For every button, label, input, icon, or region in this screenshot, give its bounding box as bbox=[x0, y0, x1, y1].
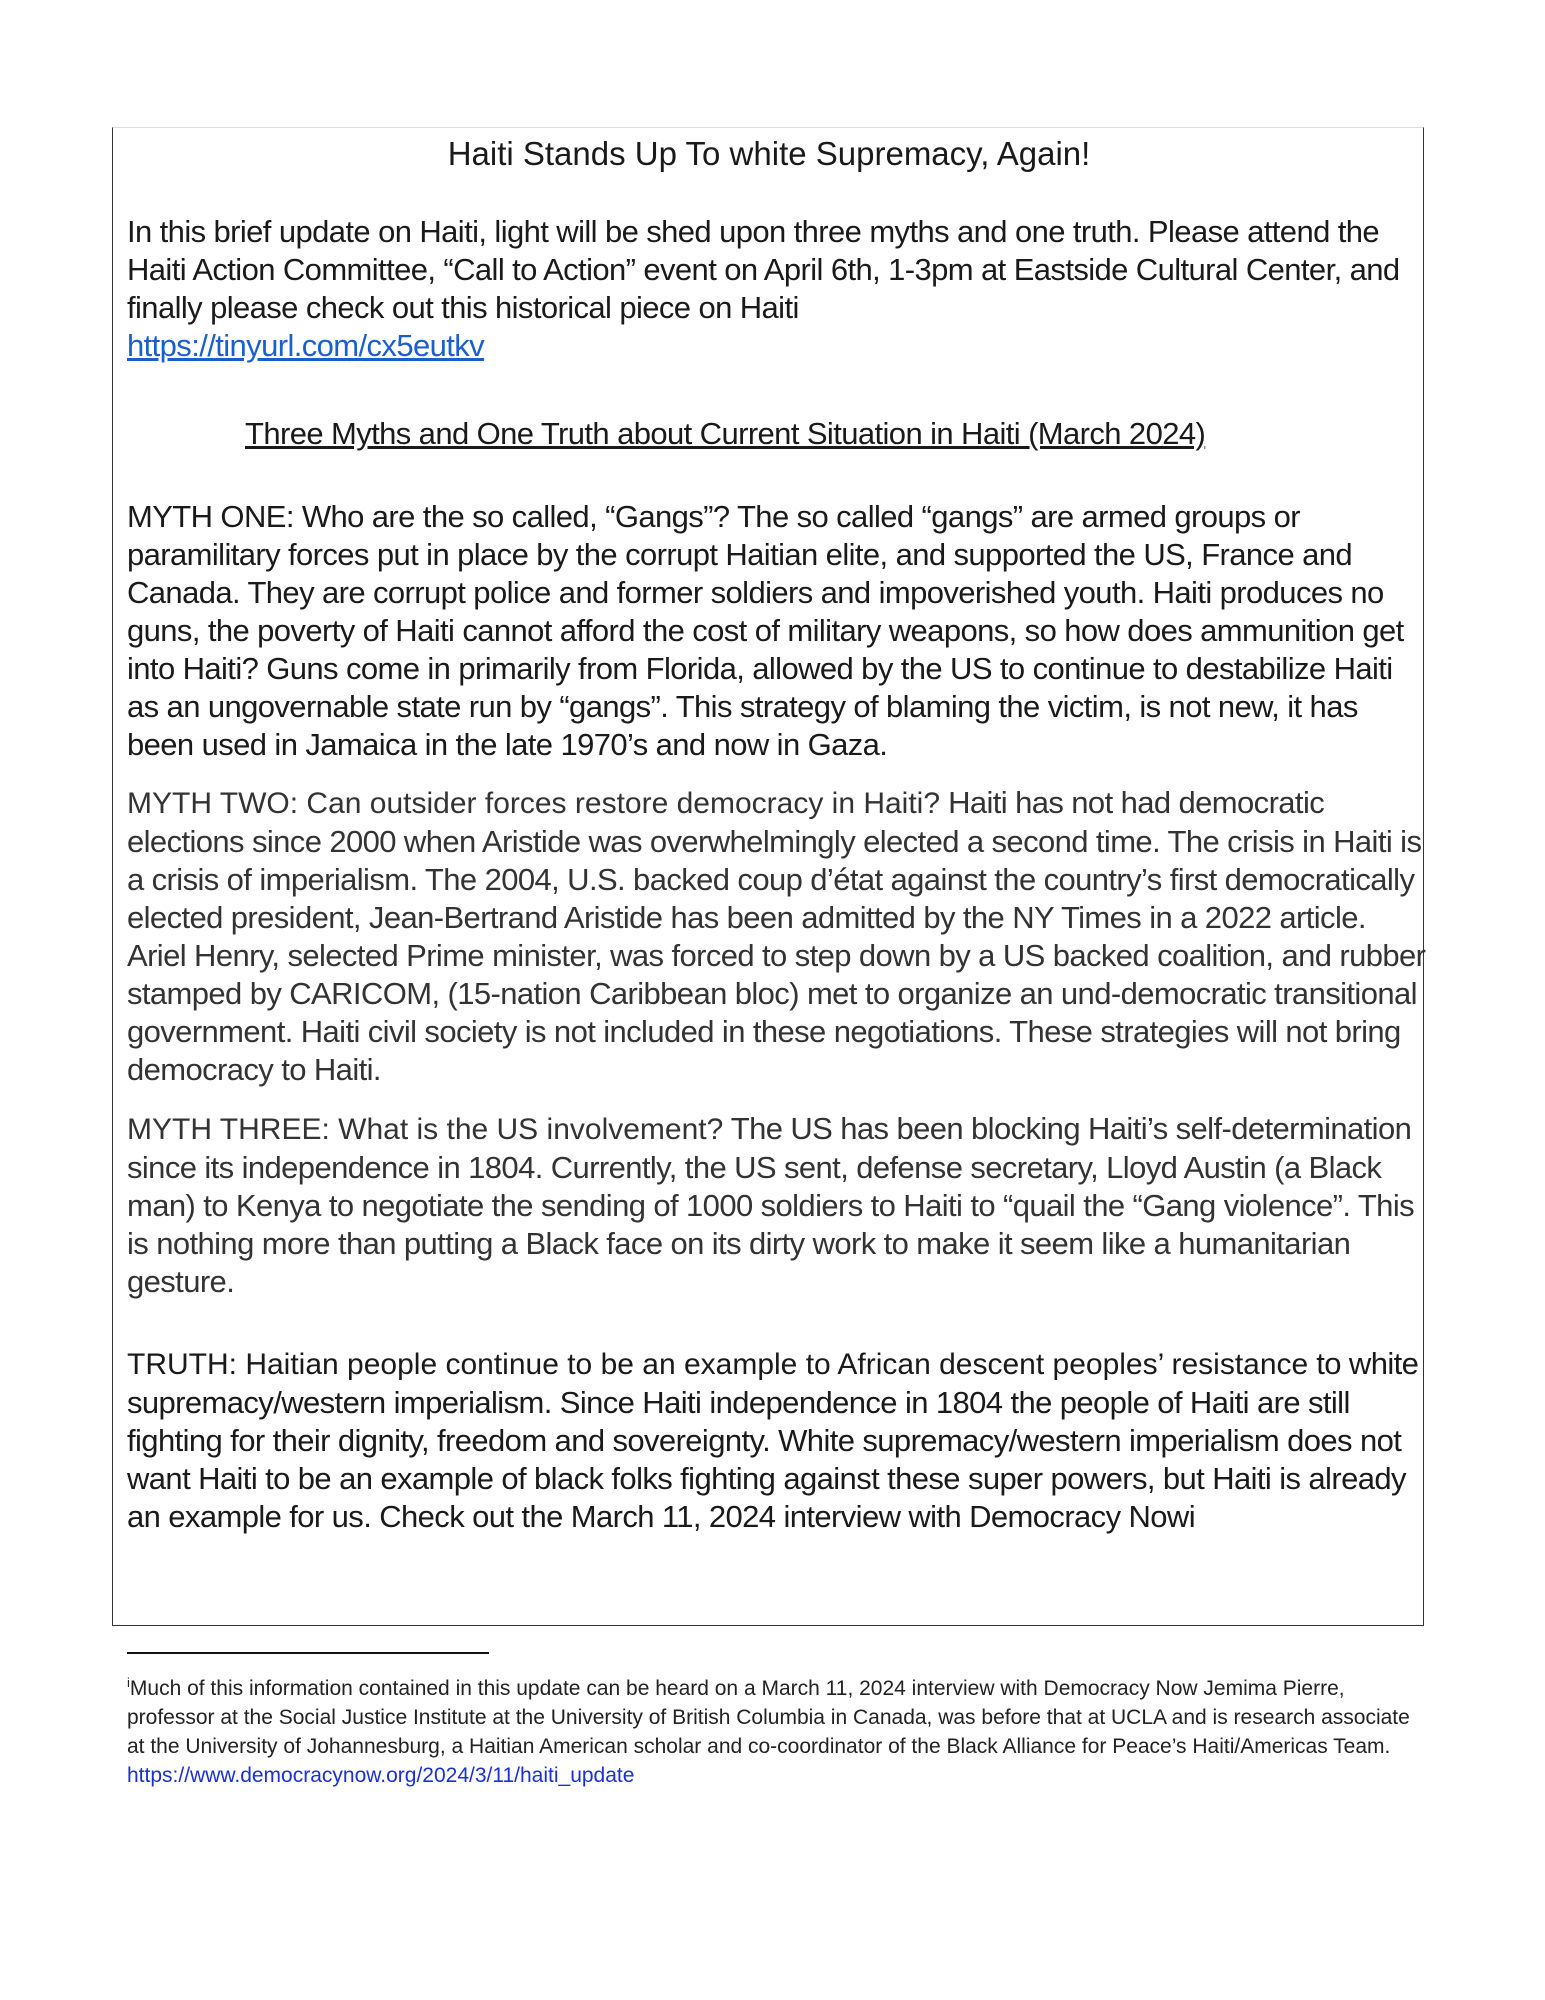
footnote-marker: i bbox=[127, 1675, 130, 1690]
footnote bbox=[127, 1668, 1417, 1790]
intro-text: In this brief update on Haiti, light will be shed upon three myths and one truth. Please attend the Haiti Action Committee, “Call to Action” event on April 6th, 1-3pm at Eastside Cultural Center, and finally please check out this historical piece on Haiti bbox=[127, 214, 1400, 325]
subheading: Three Myths and One Truth about Current Situation in Haiti (March 2024) bbox=[245, 416, 1206, 451]
myth-three-text: The US has been blocking Haiti’s self-determination since its independence in 1804. Currently, the US sent, defense secretary, Lloyd Austin (a Black man) to Kenya to negotiate the sending of 1000 soldiers to Haiti to “quail the “Gang violence”. This is nothing more than putting a Black face on its dirty work to make it seem like a humanitarian gesture. bbox=[127, 1111, 1415, 1299]
truth-paragraph bbox=[127, 1345, 1427, 1536]
footnote-divider bbox=[127, 1652, 489, 1654]
myth-three-paragraph bbox=[127, 1110, 1427, 1301]
truth-lead: TRUTH: Haitian people continue to be an example to African descent peoples’ resistance bbox=[127, 1348, 1309, 1381]
myth-two-paragraph bbox=[127, 784, 1427, 1089]
myth-one-paragraph: MYTH ONE: Who are the so called, “Gangs”? The so called “gangs” are armed groups or paramilitary forces put in place by the corrupt Haitian elite, and supported the US, France and Canada. They are corrupt police and former soldiers and impoverished youth. Haiti produces no guns, the poverty of Haiti cannot afford the cost of military weapons, so how does ammunition get into Haiti? Guns come in primarily from Florida, allowed by the US to continue to destabilize Haiti as an ungovernable state run by “gangs”. This strategy of blaming the victim, is not new, it has been used in Jamaica in the late 1970’s and now in Gaza. bbox=[127, 499, 1404, 762]
footnote-reference[interactable]: i bbox=[1188, 1499, 1196, 1534]
intro-link[interactable]: https://tinyurl.com/cx5eutkv bbox=[127, 328, 485, 363]
document-title: Haiti Stands Up To white Supremacy, Again! bbox=[447, 135, 1091, 172]
footnote-text: Much of this information contained in this update can be heard on a March 11, 2024 interview with Democracy Now Jemima Pierre, professor at the Social Justice Institute at the University of British Columbia in Canada, was before that at UCLA and is research associate at the University of Johannesburg, a Haitian American scholar and co-coordinator of the Black Alliance for Peace’s Haiti/Americas Team. bbox=[127, 1677, 1410, 1758]
myth-three-lead: MYTH THREE: What is the US involvement? bbox=[127, 1113, 724, 1146]
footnote-link[interactable]: https://www.democracynow.org/2024/3/11/haiti_update bbox=[127, 1764, 635, 1787]
truth-text: to white supremacy/western imperialism. Since Haiti independence in 1804 the people of Haiti are still fighting for their dignity, freedom and sovereignty. White supremacy/western imperialism does not want Haiti to be an example of black folks fighting against these super powers, but Haiti is already an example for us. Check out the March 11, 2024 interview with Democracy Now bbox=[127, 1346, 1419, 1534]
intro-paragraph bbox=[127, 213, 1427, 365]
myth-two-text: Haiti has not had democratic elections since 2000 when Aristide was overwhelmingly elected a second time. The crisis in Haiti is a crisis of imperialism. The 2004, U.S. backed coup d’état against the country’s first democratically elected president, Jean-Bertrand Aristide has been admitted by the NY Times in a 2022 article. Ariel Henry, selected Prime minister, was forced to step down by a US backed coalition, and rubber stamped by CARICOM, (15-nation Caribbean bloc) met to organize an und-democratic transitional government. Haiti civil society is not included in these negotiations. These strategies will not bring democracy to Haiti. bbox=[127, 785, 1426, 1087]
myth-two-lead: MYTH TWO: Can outsider forces restore democracy in Haiti? bbox=[127, 787, 941, 820]
